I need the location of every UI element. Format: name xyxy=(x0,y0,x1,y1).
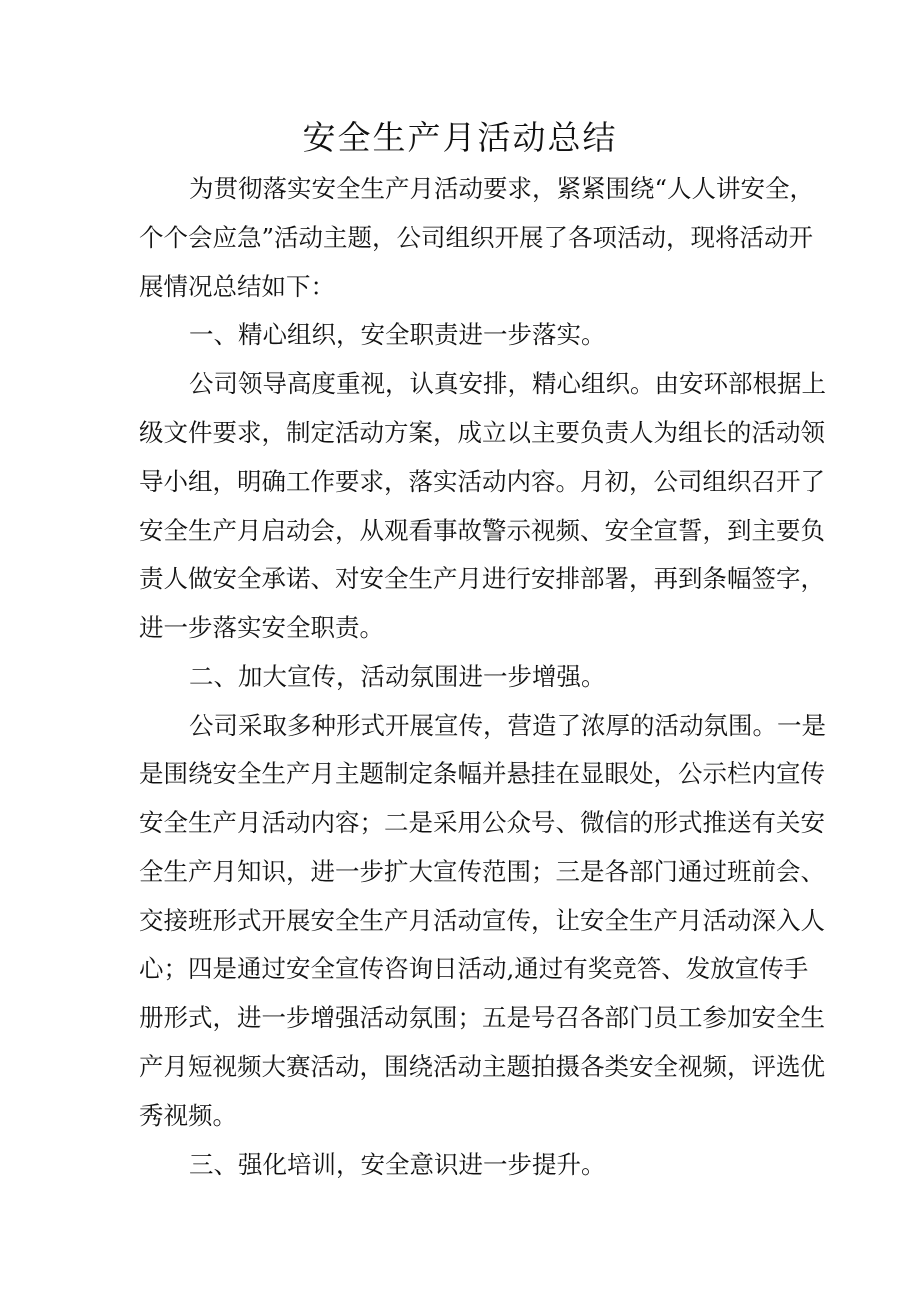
section-heading-1: 一、精心组织，安全职责进一步落实。 xyxy=(189,320,606,349)
section1-line-3: 导小组，明确工作要求，落实活动内容。月初，公司组织召开了 xyxy=(139,467,825,496)
section1-line-2: 级文件要求，制定活动方案，成立以主要负责人为组长的活动领 xyxy=(139,418,825,447)
section-heading-2: 二、加大宣传，活动氛围进一步增强。 xyxy=(189,662,606,691)
section1-line-5: 责人做安全承诺、对安全生产月进行安排部署，再到条幅签字， xyxy=(139,564,825,593)
section2-line-1: 公司采取多种形式开展宣传，营造了浓厚的活动氛围。一是 xyxy=(189,711,826,740)
document-title: 安全生产月活动总结 xyxy=(302,118,618,157)
section2-line-8: 产月短视频大赛活动，围绕活动主题拍摄各类安全视频，评选优 xyxy=(139,1052,825,1081)
intro-line-2: 个个会应急”活动主题，公司组织开展了各项活动，现将活动开 xyxy=(139,223,814,252)
section-heading-3: 三、强化培训，安全意识进一步提升。 xyxy=(189,1150,606,1179)
section1-line-1: 公司领导高度重视，认真安排，精心组织。由安环部根据上 xyxy=(189,369,826,398)
section2-line-9: 秀视频。 xyxy=(139,1101,237,1130)
section2-line-3: 安全生产月活动内容；二是采用公众号、微信的形式推送有关安 xyxy=(139,808,825,837)
section2-line-2: 是围绕安全生产月主题制定条幅并悬挂在显眼处，公示栏内宣传 xyxy=(139,759,825,788)
section1-line-4: 安全生产月启动会，从观看事故警示视频、安全宣誓，到主要负 xyxy=(139,516,825,545)
intro-line-1: 为贯彻落实安全生产月活动要求，紧紧围绕“人人讲安全， xyxy=(189,174,815,203)
section2-line-5: 交接班形式开展安全生产月活动宣传，让安全生产月活动深入人 xyxy=(139,906,825,935)
section2-line-7: 册形式，进一步增强活动氛围；五是号召各部门员工参加安全生 xyxy=(139,1003,825,1032)
section2-line-4: 全生产月知识，进一步扩大宣传范围；三是各部门通过班前会、 xyxy=(139,857,825,886)
intro-line-3: 展情况总结如下： xyxy=(139,272,335,301)
section2-line-6: 心；四是通过安全宣传咨询日活动,通过有奖竞答、发放宣传手 xyxy=(139,954,809,983)
section1-line-6: 进一步落实安全职责。 xyxy=(139,613,384,642)
